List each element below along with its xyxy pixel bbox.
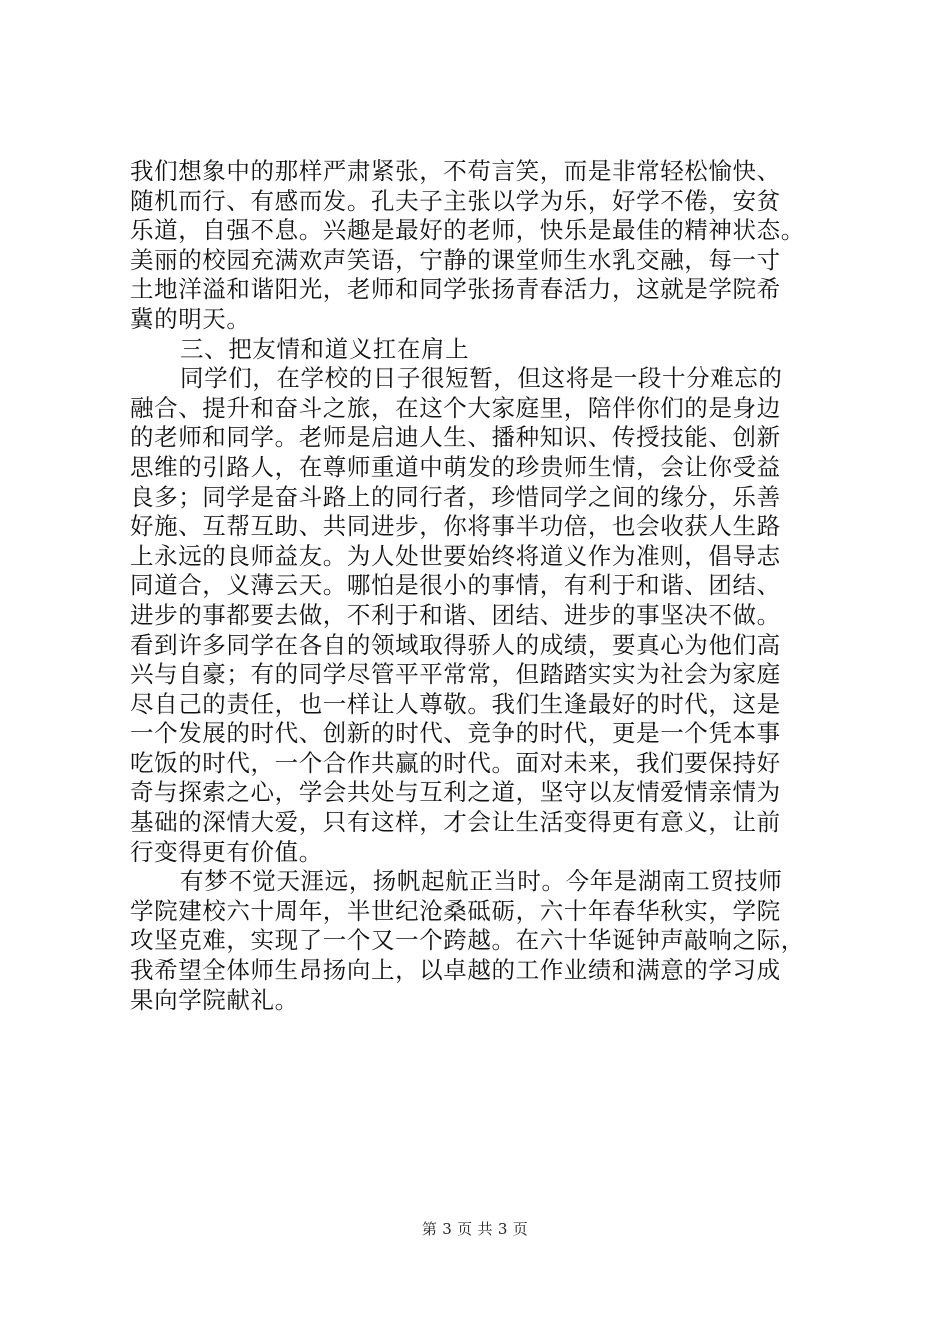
text-line: 尽自己的责任，也一样让人尊敬。我们生逢最好的时代，这是 (130, 689, 781, 718)
text-line: 三、把友情和道义扛在肩上 (180, 334, 470, 363)
text-line: 吃饭的时代，一个合作共赢的时代。面对未来，我们要保持好 (130, 748, 781, 777)
document-body (130, 157, 835, 1015)
text-line: 冀的明天。 (130, 304, 251, 333)
text-line: 基础的深情大爱，只有这样，才会让生活变得更有意义，让前 (130, 808, 781, 837)
text-line: 果向学院献礼。 (130, 985, 299, 1014)
text-line: 同道合，义薄云天。哪怕是很小的事情，有利于和谐、团结、 (130, 571, 781, 600)
text-line: 进步的事都要去做，不利于和谐、团结、进步的事坚决不做。 (130, 600, 781, 629)
text-line: 美丽的校园充满欢声笑语，宁静的课堂师生水乳交融，每一寸 (130, 245, 781, 274)
text-line: 有梦不觉天涯远，扬帆起航正当时。今年是湖南工贸技师 (180, 867, 783, 896)
text-line: 同学们，在学校的日子很短暂，但这将是一段十分难忘的 (180, 364, 783, 393)
text-line: 上永远的良师益友。为人处世要始终将道义作为准则，倡导志 (130, 541, 781, 570)
text-line: 奇与探索之心，学会共处与互利之道，坚守以友情爱情亲情为 (130, 778, 781, 807)
text-line: 学院建校六十周年，半世纪沧桑砥砺，六十年春华秋实，学院 (130, 896, 781, 925)
text-line: 土地洋溢和谐阳光，老师和同学张扬青春活力，这就是学院希 (130, 275, 781, 304)
text-lines (130, 157, 835, 1015)
text-line: 好施、互帮互助、共同进步，你将事半功倍，也会收获人生路 (130, 512, 781, 541)
text-line: 一个发展的时代、创新的时代、竞争的时代，更是一个凭本事 (130, 719, 781, 748)
text-line: 攻坚克难，实现了一个又一个跨越。在六十华诞钟声敲响之际， (130, 926, 805, 955)
text-line: 乐道，自强不息。兴趣是最好的老师，快乐是最佳的精神状态。 (130, 216, 805, 245)
text-line: 我希望全体师生昂扬向上，以卓越的工作业绩和满意的学习成 (130, 956, 781, 985)
text-line: 行变得更有价值。 (130, 837, 323, 866)
text-line: 兴与自豪；有的同学尽管平平常常，但踏踏实实为社会为家庭 (130, 660, 781, 689)
text-line: 思维的引路人，在尊师重道中萌发的珍贵师生情，会让你受益 (130, 452, 781, 481)
text-line: 我们想象中的那样严肃紧张，不苟言笑，而是非常轻松愉快、 (130, 157, 781, 185)
page-footer: 第 3 页 共 3 页 (421, 1220, 529, 1238)
text-line: 随机而行、有感而发。孔夫子主张以学为乐，好学不倦，安贫 (130, 186, 781, 215)
text-line: 融合、提升和奋斗之旅，在这个大家庭里，陪伴你们的是身边 (130, 393, 781, 422)
text-line: 良多；同学是奋斗路上的同行者，珍惜同学之间的缘分，乐善 (130, 482, 781, 511)
text-line: 看到许多同学在各自的领域取得骄人的成绩，要真心为他们高 (130, 630, 781, 659)
text-line: 的老师和同学。老师是启迪人生、播种知识、传授技能、创新 (130, 423, 781, 452)
